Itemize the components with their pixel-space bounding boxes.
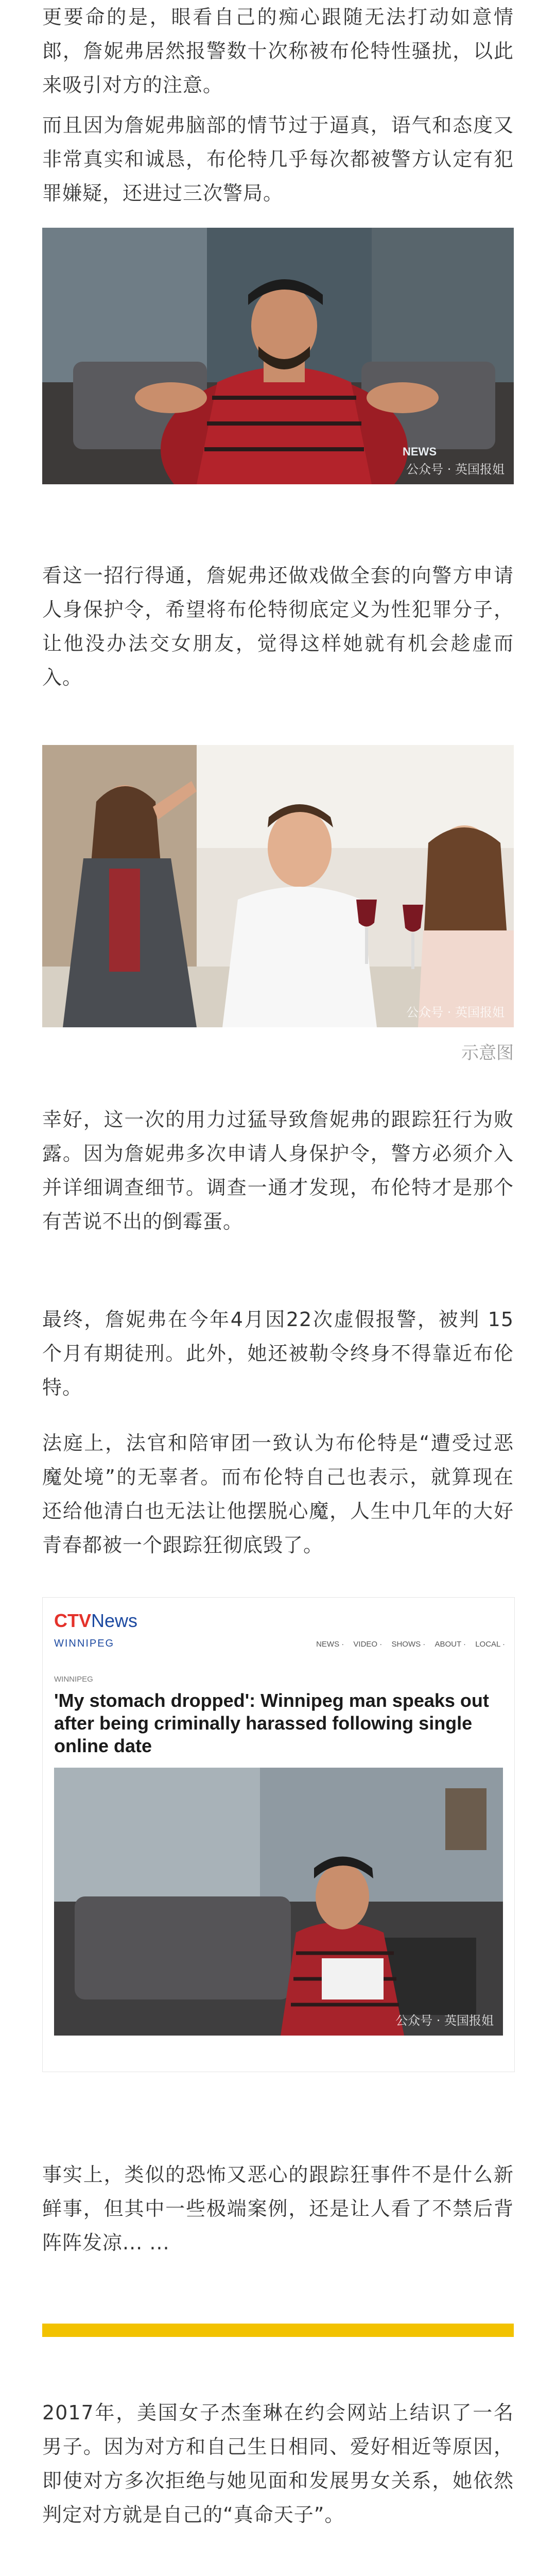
news-nav	[309, 1640, 505, 1649]
ctv-news-logo	[54, 1610, 137, 1632]
paragraph-7: 事实上，类似的恐怖又恶心的跟踪狂事件不是什么新鲜事，但其中一些极端案例，还是让人看了不禁后背阵阵发凉... ...	[42, 2163, 514, 2254]
watermark: 公众号 · 英国报姐	[406, 462, 505, 477]
news-photo-illustration	[54, 1768, 503, 2036]
paragraph-1: 更要命的是，眼看自己的痴心跟随无法打动如意情郎，詹妮弗居然报警数十次称被布伦特性骚扰，以此来吸引对方的注意。	[42, 6, 514, 96]
news-section-label: WINNIPEG	[54, 1675, 93, 1684]
paragraph-8: 2017年，美国女子杰奎琳在约会网站上结识了一名男子。因为对方和自己生日相同、爱好相近等原因，即使对方多次拒绝与她见面和发展男女关系，她依然判定对方就是自己的“真命天子”。	[42, 2401, 514, 2526]
nav-item-video: VIDEO ·	[353, 1640, 383, 1649]
ctv-logo-text: CTV	[54, 1610, 91, 1631]
nav-item-local: LOCAL ·	[475, 1640, 505, 1649]
photo-woman-watching-couple	[42, 745, 514, 1027]
couple-illustration	[42, 745, 514, 1027]
watermark: 公众号 · 英国报姐	[395, 2013, 494, 2028]
nav-item-news: NEWS ·	[316, 1640, 344, 1649]
paragraph-5: 最终，詹妮弗在今年4月因22次虚假报警，被判 15 个月有期徒刑。此外，她还被勒令终身不得靠近布伦特。	[42, 1308, 514, 1399]
nav-item-shows: SHOWS ·	[391, 1640, 426, 1649]
news-photo-man-reading	[54, 1768, 503, 2036]
paragraph-6: 法庭上，法官和陪审团一致认为布伦特是“遭受过恶魔处境”的无辜者。而布伦特自己也表示，就算现在还给他清白也无法让他摆脱心魔，人生中几年的大好青春都被一个跟踪狂彻底毁了。	[42, 1432, 514, 1556]
nav-item-about: ABOUT ·	[435, 1640, 466, 1649]
news-header	[43, 1598, 514, 1675]
news-headline: 'My stomach dropped': Winnipeg man speaks out after being criminally harassed following single online date	[54, 1690, 489, 1756]
news-city-label: WINNIPEG	[54, 1638, 115, 1649]
man-couch-illustration	[42, 228, 514, 484]
news-logo-text: News	[91, 1610, 138, 1631]
paragraph-3: 看这一招行得通，詹妮弗还做戏做全套的向警方申请人身保护令，希望将布伦特彻底定义为性犯罪分子，让他没办法交女朋友，觉得这样她就有机会趁虚而入。	[42, 564, 514, 689]
watermark: 公众号 · 英国报姐	[406, 1005, 505, 1020]
tv-news-logo: NEWS	[403, 445, 437, 458]
news-article-screenshot	[42, 1597, 515, 2072]
section-divider	[42, 2324, 514, 2337]
paragraph-2: 而且因为詹妮弗脑部的情节过于逼真，语气和态度又非常真实和诚恳，布伦特几乎每次都被警方认定有犯罪嫌疑，还进过三次警局。	[42, 114, 514, 205]
image-caption: 示意图	[461, 1043, 514, 1063]
paragraph-4: 幸好，这一次的用力过猛导致詹妮弗的跟踪狂行为败露。因为詹妮弗多次申请人身保护令，警方必须介入并详细调查细节。调查一通才发现，布伦特才是那个有苦说不出的倒霉蛋。	[42, 1108, 514, 1233]
photo-man-on-couch	[42, 228, 514, 484]
